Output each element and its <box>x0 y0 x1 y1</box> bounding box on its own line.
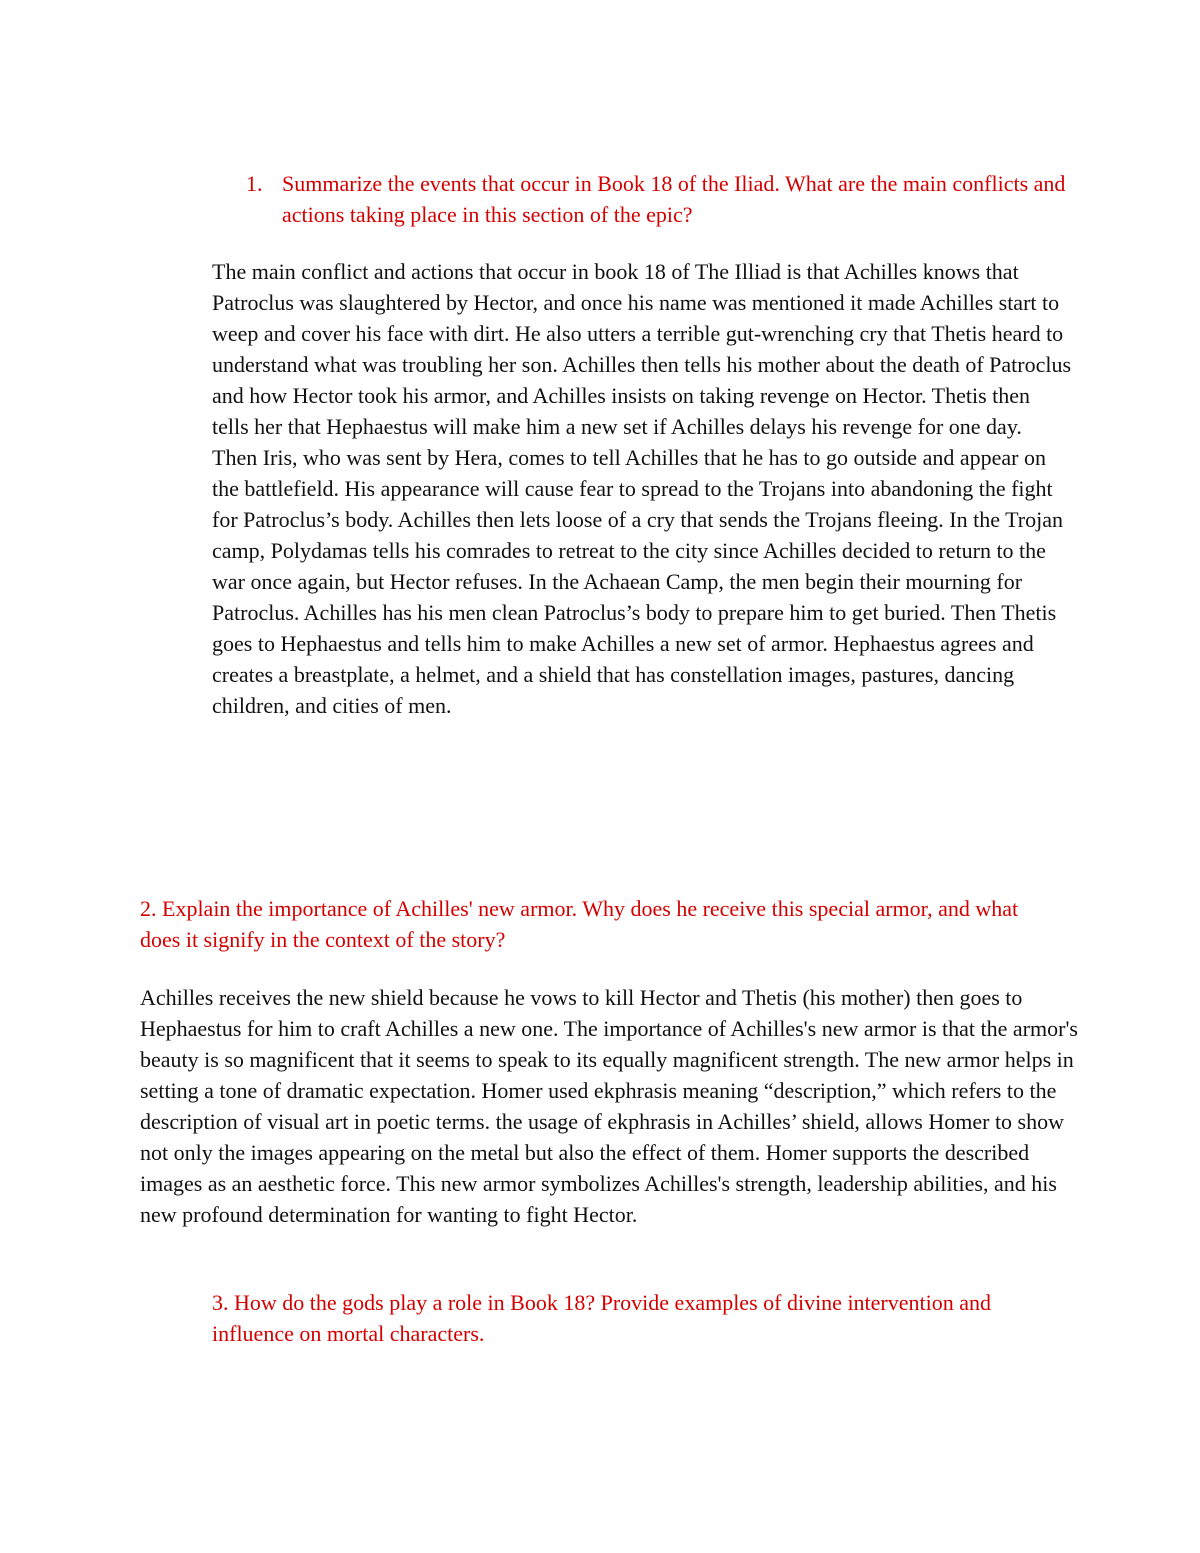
question-2: 2. Explain the importance of Achilles' new armor. Why does he receive this special armor, and what does it signify in the context of the story? <box>140 896 1019 952</box>
question-1 <box>246 168 1076 230</box>
answer-2: Achilles receives the new shield because he vows to kill Hector and Thetis (his mother) then goes to Hephaestus for him to craft Achilles a new one. The importance of Achilles's new armor is that the armor's beauty is so magnificent that it seems to speak to its equally magnificent strength. The new armor helps in setting a tone of dramatic expectation. Homer used ekphrasis meaning “description,” which refers to the description of visual art in poetic terms. the usage of ekphrasis in Achilles’ shield, allows Homer to show not only the images appearing on the metal but also the effect of them. Homer supports the described images as an aesthetic force. This new armor symbolizes Achilles's strength, leadership abilities, and his new profound determination for wanting to fight Hector. <box>140 985 1078 1227</box>
question-1-text: Summarize the events that occur in Book 18 of the Iliad. What are the main conflicts and actions taking place in this section of the epic? <box>282 171 1066 227</box>
question-1-number: 1. <box>246 171 263 196</box>
question-3: 3. How do the gods play a role in Book 18? Provide examples of divine intervention and influence on mortal characters. <box>212 1290 992 1346</box>
answer-1: The main conflict and actions that occur in book 18 of The Illiad is that Achilles knows that Patroclus was slaughtered by Hector, and once his name was mentioned it made Achilles start to weep and cover his face with dirt. He also utters a terrible gut-wrenching cry that Thetis heard to understand what was troubling her son. Achilles then tells his mother about the death of Patroclus and how Hector took his armor, and Achilles insists on taking revenge on Hector. Thetis then tells her that Hephaestus will make him a new set if Achilles delays his revenge for one day. Then Iris, who was sent by Hera, comes to tell Achilles that he has to go outside and appear on the battlefield. His appearance will cause fear to spread to the Trojans into abandoning the fight for Patroclus’s body. Achilles then lets loose of a cry that sends the Trojans fleeing. In the Trojan camp, Polydamas tells his comrades to retreat to the city since Achilles decided to return to the war once again, but Hector refuses. In the Achaean Camp, the men begin their mourning for Patroclus. Achilles has his men clean Patroclus’s body to prepare him to get buried. Then Thetis goes to Hephaestus and tells him to make Achilles a new set of armor. Hephaestus agrees and creates a breastplate, a helmet, and a shield that has constellation images, pastures, dancing children, and cities of men. <box>212 259 1072 718</box>
